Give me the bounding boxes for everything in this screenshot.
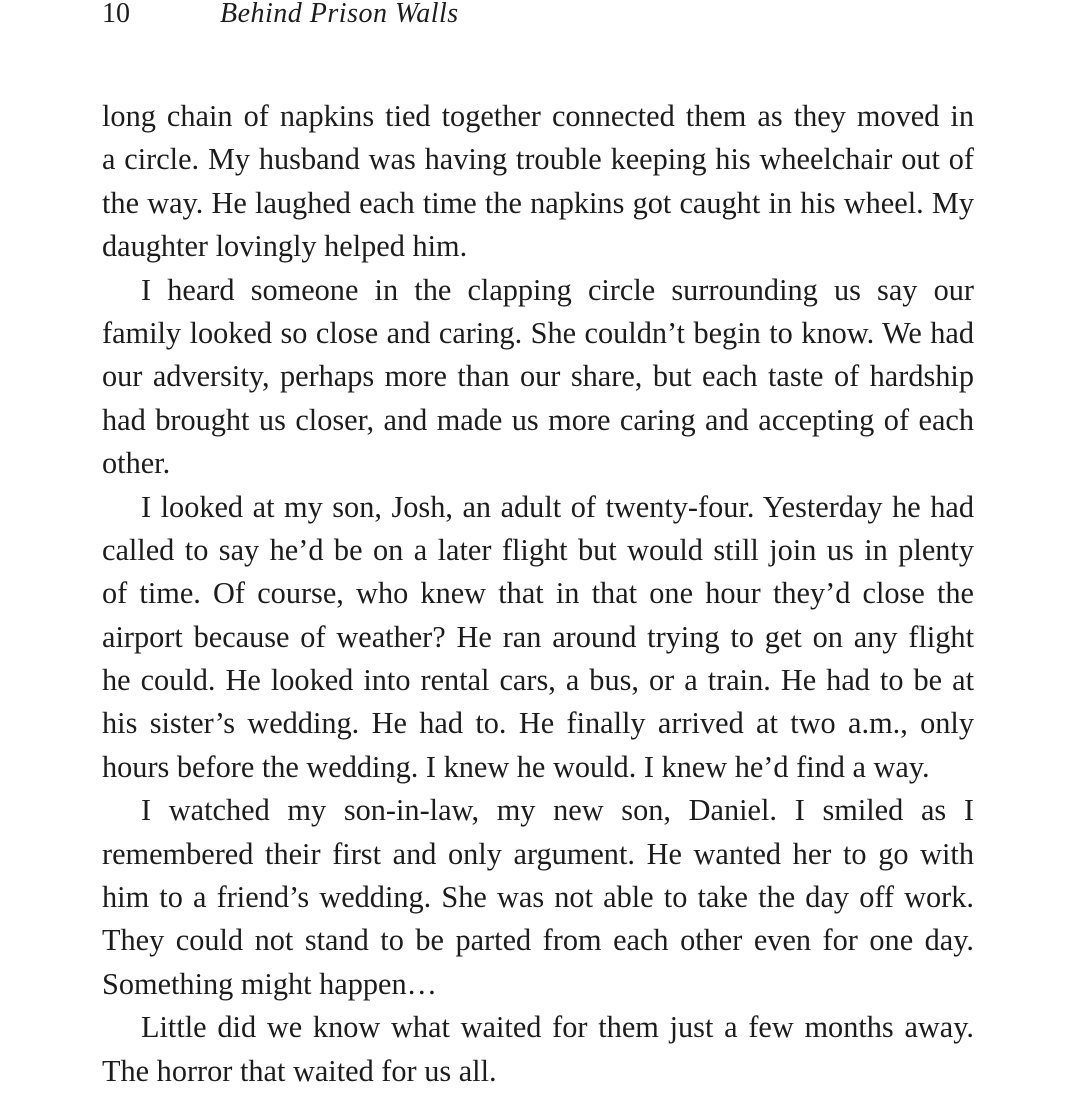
text-line: our adversity, perhaps more than our share, but each taste of hardship bbox=[102, 359, 974, 394]
text-line: he could. He looked into rental cars, a bus, or a train. He had to be at bbox=[102, 663, 974, 698]
text-line: daughter lovingly helped him. bbox=[102, 229, 468, 264]
page-header bbox=[102, 0, 459, 38]
paragraph-first-line: I looked at my son, Josh, an adult of twenty-four. Yesterday he had bbox=[141, 489, 974, 524]
text-line: airport because of weather? He ran around trying to get on any flight bbox=[102, 619, 974, 654]
text-line: of time. Of course, who knew that in that one hour they’d close the bbox=[102, 576, 974, 611]
text-line: hours before the wedding. I knew he would. I knew he’d find a way. bbox=[102, 749, 930, 784]
text-line: They could not stand to be parted from each other even for one day. bbox=[102, 923, 974, 958]
text-line: Something might happen… bbox=[102, 966, 437, 1001]
text-line: remembered their first and only argument. He wanted her to go with bbox=[102, 836, 974, 871]
running-head: Behind Prison Walls bbox=[220, 0, 459, 29]
page-number: 10 bbox=[102, 0, 130, 29]
paragraph-first-line: Little did we know what waited for them just a few months away. bbox=[141, 1010, 974, 1045]
text-line: The horror that waited for us all. bbox=[102, 1053, 497, 1088]
text-line: family looked so close and caring. She couldn’t begin to know. We had bbox=[102, 315, 974, 350]
text-line: a circle. My husband was having trouble keeping his wheelchair out of bbox=[102, 142, 974, 177]
text-line: the way. He laughed each time the napkins got caught in his wheel. My bbox=[102, 185, 974, 220]
text-line: him to a friend’s wedding. She was not able to take the day off work. bbox=[102, 880, 974, 915]
text-line: long chain of napkins tied together connected them as they moved in bbox=[102, 99, 974, 133]
text-line: other. bbox=[102, 446, 171, 481]
text-line: his sister’s wedding. He had to. He finally arrived at two a.m., only bbox=[102, 706, 974, 741]
text-line: called to say he’d be on a later flight but would still join us in plenty bbox=[102, 532, 974, 567]
paragraph-first-line: I heard someone in the clapping circle surrounding us say our bbox=[141, 272, 974, 307]
body-text bbox=[102, 95, 974, 1093]
text-line: had brought us closer, and made us more caring and accepting of each bbox=[102, 402, 974, 437]
paragraph-first-line: I watched my son-in-law, my new son, Daniel. I smiled as I bbox=[141, 793, 974, 828]
